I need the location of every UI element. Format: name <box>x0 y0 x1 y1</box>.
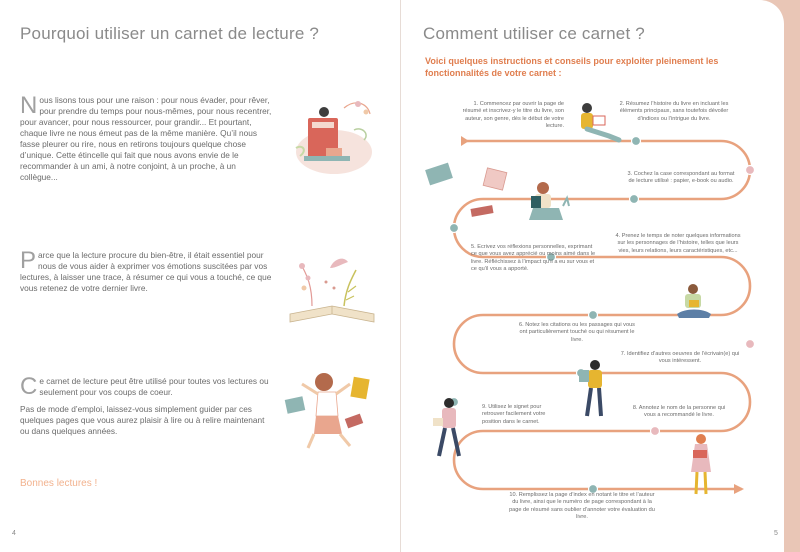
step-6: 6. Notez les citations ou les passages qui vous ont particulièrement touché ou qui résument le livre. <box>519 322 635 343</box>
dropcap: N <box>20 92 38 119</box>
step-3: 3. Cochez la case correspondant au format de lecture utilisé : papier, e-book ou audio. <box>627 171 735 185</box>
page-number-right: 5 <box>774 530 778 537</box>
step-5: 5. Ecrivez vos réflexions personnelles, exprimant ce que vous avez apprécié ou moins aimé dans le livre. Réfléchissez à l’impact qu’il a eu sur vous et ce qu’il vous a apporté. <box>471 244 596 272</box>
reader-kneeling-illustration <box>519 180 573 230</box>
paragraph-wellbeing <box>20 247 275 294</box>
open-book-plants-illustration <box>282 244 382 332</box>
right-page-title: Comment utiliser ce carnet ? <box>423 24 645 43</box>
paragraph-reasons <box>20 92 275 183</box>
page-number-left: 4 <box>12 530 16 537</box>
reader-standing-illustration <box>575 358 611 420</box>
paragraph-guide: Pas de mode d’emploi, laissez-vous simplement guider par ces quelques pages que vous aurez plaisir à lire ou à relire maintenant ou dans quelques années. <box>20 404 265 436</box>
falling-book-pink-icon <box>481 166 511 194</box>
paragraph-usage <box>20 373 275 400</box>
step-10: 10. Remplissez la page d’index en notant le titre et l’auteur du livre, ainsi que le numéro de page correspondant à la page de résumé sans oublier d’annoter votre évaluation du livre. <box>509 492 655 520</box>
reader-on-books-illustration <box>286 90 381 180</box>
intro-text: Voici quelques instructions et conseils pour exploiter pleinement les fonctionnalités de votre carnet : <box>425 56 719 78</box>
reader-cross-legged-illustration <box>669 282 719 324</box>
reader-walking-illustration <box>429 396 467 462</box>
step-2: 2. Résumez l’histoire du livre en incluant les éléments principaux, sans toutefois dévoiler d’indices ou l’intrigue du livre. <box>619 101 729 122</box>
left-page-title: Pourquoi utiliser un carnet de lecture ? <box>20 24 320 43</box>
paragraph-text: arce que la lecture procure du bien-être, il était essentiel pour nous de vous aider à exprimer vos émotions suscitées par vos lectures, à laisser une trace, à résumer ce qui vous a touché, ce que vous retenez de votre dernier livre. <box>20 250 272 293</box>
instructions-path-diagram <box>401 0 784 552</box>
falling-book-teal-icon <box>423 162 457 190</box>
book-cover-edge <box>784 0 800 552</box>
reader-pink-dress-illustration <box>685 432 717 498</box>
paragraph-text: e carnet de lecture peut être utilisé pour toutes vos lectures ou seulement pour vos coups de coeur. <box>39 376 269 397</box>
right-page <box>401 0 784 552</box>
step-1: 1. Commencez par ouvrir la page de résumé et inscrivez-y le titre du livre, son auteur, son genre, dès le début de votre lecture. <box>462 101 564 129</box>
step-4: 4. Prenez le temps de noter quelques informations sur les personnages de l’histoire, telles que leurs vies, leurs relations, leurs caractéristiques, etc... <box>615 233 741 254</box>
paragraph-text: ous lisons tous pour une raison : pour nous évader, pour rêver, pour prendre du temps pour nous-mêmes, pour nous recentrer, pour avancer, pour nous ressourcer, pour grandir... Et pourtant, chaque livre ne nous émeut pas de la même manière. Qu’il nous fasse pleurer ou rire, nous en retirons toujours quelque chose d’unique. Cette étincelle qui fait que nous avons envie de le recommander à un ami, à notre conjoint, à un proche, à un collègue... <box>20 95 272 182</box>
step-9: 9. Utilisez le signet pour retrouver facilement votre position dans le carnet. <box>482 404 546 425</box>
dropcap: P <box>20 247 37 274</box>
reader-sitting-illustration <box>569 100 625 146</box>
dropcap: C <box>20 373 38 400</box>
falling-book-red-icon <box>469 204 497 220</box>
step-7: 7. Identifiez d’autres oeuvres de l’écrivain(e) qui vous intéressent. <box>620 351 740 365</box>
signoff-text: Bonnes lectures ! <box>20 478 98 489</box>
step-8: 8. Annotez le nom de la personne qui vous a recommandé le livre. <box>632 405 726 419</box>
jumping-reader-illustration <box>280 364 380 454</box>
